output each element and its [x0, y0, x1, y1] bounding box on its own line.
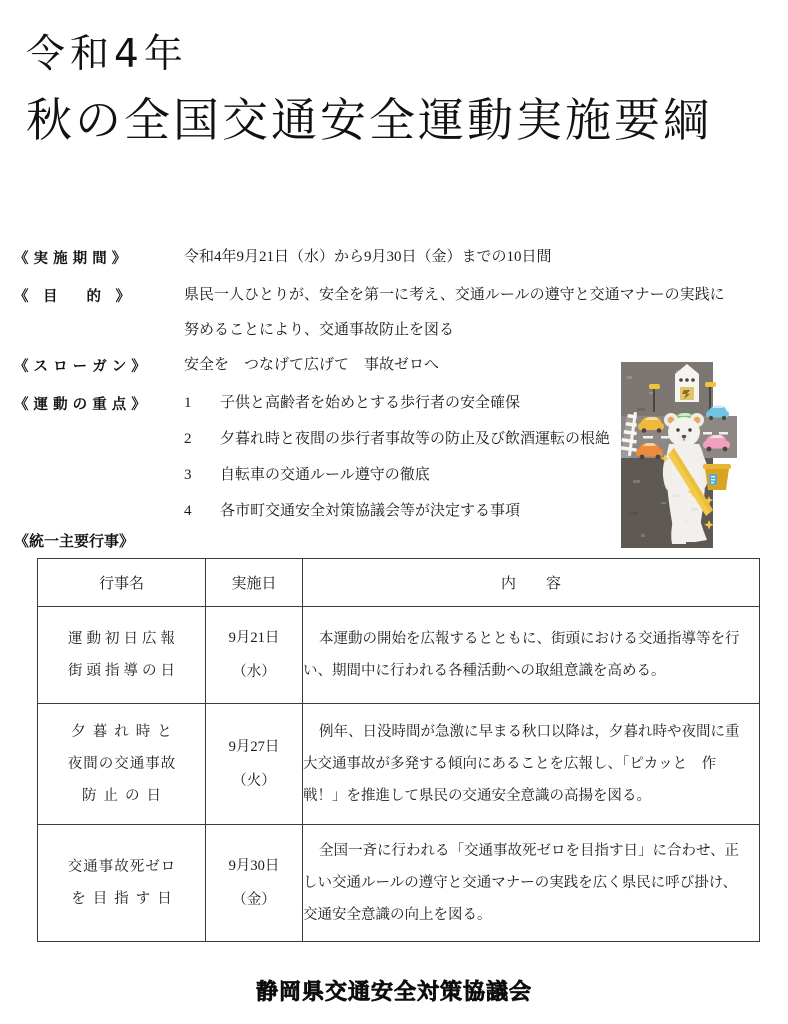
- event-desc-line-1: 本運動の開始を広報するとともに、街頭における交通指導等を行: [319, 631, 740, 647]
- table-header-row: [38, 559, 760, 607]
- field-slogan-value: 安全を つなげて広げて 事故ゼロへ: [184, 357, 440, 373]
- event-desc-line-3: 交通安全意識の向上を図る。: [303, 907, 492, 923]
- event-name-line-2: を目指す日: [71, 891, 179, 907]
- event-name-line-1: 交通事故死ゼロ: [67, 859, 177, 875]
- event-name-cell-2: [38, 704, 206, 825]
- event-date-line-2: （金）: [232, 892, 276, 908]
- event-date-line-1: 9月27日: [228, 739, 280, 755]
- event-name-line-1: 夕暮れ時と: [71, 724, 179, 740]
- event-desc-line-2: い、期間中に行われる各種活動への取組意識を高める。: [303, 663, 666, 679]
- event-desc-cell-1: [303, 607, 760, 704]
- event-date-line-2: （水）: [232, 664, 276, 680]
- event-name-line-1: 運動初日広報: [68, 631, 179, 647]
- table-row: [38, 607, 760, 704]
- title-line-1: 令和4年: [26, 32, 188, 77]
- column-header-name-label: 行事名: [98, 576, 144, 592]
- event-date-cell-1: [206, 607, 303, 704]
- field-purpose-value-line-1: 県民一人ひとりが、安全を第一に考え、交通ルールの遵守と交通マナーの実践に: [184, 287, 725, 303]
- field-priorities-label: 《 運 動 の 重 点 》: [14, 397, 146, 413]
- field-purpose: [14, 285, 774, 306]
- event-date-line-1: 9月30日: [228, 858, 280, 874]
- priority-item-1: [184, 393, 520, 414]
- event-desc-line-1: 例年、日没時間が急激に早まる秋口以降は，夕暮れ時や夜間に重: [319, 724, 740, 740]
- traffic-safety-bear-illustration: [621, 362, 737, 548]
- event-name-cell-1: [38, 607, 206, 704]
- column-header-desc-label: 内 容: [500, 576, 561, 592]
- table-row: [38, 825, 760, 942]
- priority-item-3-text: 自転車の交通ルール遵守の徹底: [220, 467, 430, 483]
- field-period: [14, 247, 774, 268]
- footer-organization: 静岡県交通安全対策協議会: [255, 980, 532, 1005]
- priority-item-3: [184, 465, 430, 486]
- priority-item-1-text: 子供と高齢者を始めとする歩行者の安全確保: [220, 395, 521, 411]
- field-period-label: 《 実 施 期 間 》: [14, 251, 127, 267]
- event-desc-line-2: 大交通事故が多発する傾向にあることを広報し、「ピカッと 作: [303, 756, 717, 772]
- events-section-heading: 《統一主要行事》: [14, 532, 135, 550]
- event-name-line-2: 街頭指導の日: [68, 663, 179, 679]
- event-desc-line-2: しい交通ルールの遵守と交通マナーの実践を広く県民に呼び掛け、: [303, 875, 738, 891]
- event-date-line-1: 9月21日: [228, 630, 280, 646]
- priority-item-3-number: 3: [184, 467, 192, 483]
- event-desc-line-3: 戦！」を推進して県民の交通安全意識の高揚を図る。: [303, 788, 651, 804]
- priority-item-4: [184, 501, 520, 522]
- field-purpose-value-line-2: 努めることにより、交通事故防止を図る: [184, 322, 455, 338]
- page-title: [26, 28, 756, 152]
- column-header-date: [206, 559, 303, 607]
- field-slogan-label: 《 ス ロ ー ガ ン 》: [14, 359, 146, 375]
- priority-item-2: [184, 429, 610, 450]
- priority-item-2-number: 2: [184, 431, 192, 447]
- events-table: [37, 558, 760, 942]
- column-header-date-label: 実施日: [231, 576, 277, 592]
- title-line-2: 秋の全国交通安全運動実施要綱: [26, 93, 712, 147]
- event-date-line-2: （火）: [232, 773, 276, 789]
- priority-item-4-text: 各市町交通安全対策協議会等が決定する事項: [220, 503, 521, 519]
- column-header-name: [38, 559, 206, 607]
- priority-item-4-number: 4: [184, 503, 192, 519]
- priority-item-1-number: 1: [184, 395, 192, 411]
- event-date-cell-2: [206, 704, 303, 825]
- event-desc-cell-3: [303, 825, 760, 942]
- table-row: [38, 704, 760, 825]
- column-header-desc: [303, 559, 760, 607]
- event-date-cell-3: [206, 825, 303, 942]
- event-name-line-2: 夜間の交通事故: [67, 756, 177, 772]
- event-name-cell-3: [38, 825, 206, 942]
- event-desc-cell-2: [303, 704, 760, 825]
- priority-item-2-text: 夕暮れ時と夜間の歩行者事故等の防止及び飲酒運転の根絶: [220, 431, 611, 447]
- event-desc-line-1: 全国一斉に行われる「交通事故死ゼロを目指す日」に合わせ、正: [319, 843, 740, 859]
- field-period-value: 令和4年9月21日（水）から9月30日（金）までの10日間: [184, 249, 552, 265]
- event-name-line-3: 防止の日: [82, 788, 168, 804]
- field-purpose-label: 《 目 的 》: [14, 289, 130, 305]
